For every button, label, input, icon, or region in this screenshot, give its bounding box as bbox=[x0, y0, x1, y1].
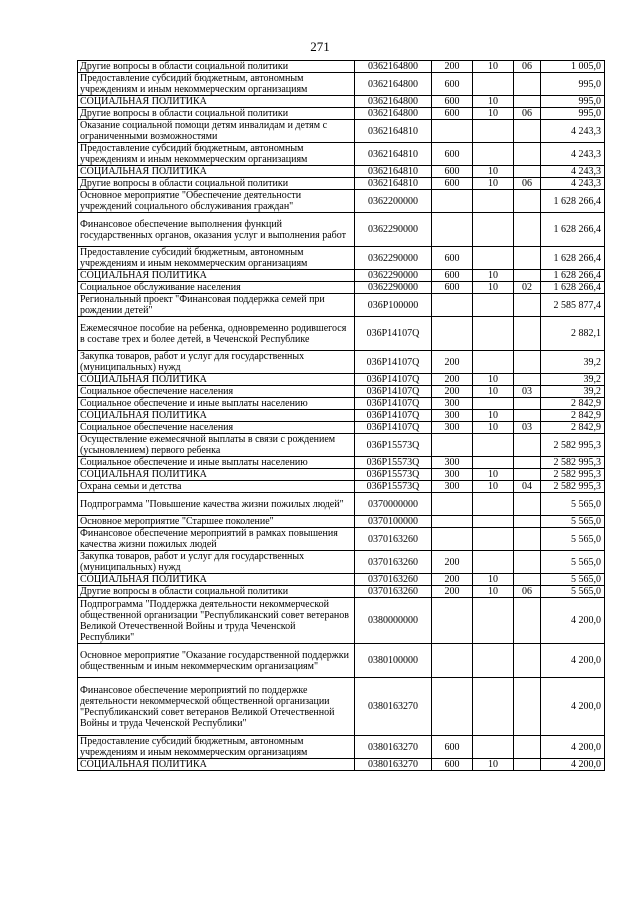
amount-cell: 995,0 bbox=[541, 96, 605, 108]
expense-type-cell bbox=[432, 516, 473, 528]
expense-type-cell bbox=[432, 528, 473, 551]
table-row bbox=[78, 598, 605, 644]
target-code-cell: 0380100000 bbox=[355, 644, 432, 678]
target-code-cell: 036P14107Q bbox=[355, 422, 432, 434]
target-code-cell: 0362164800 bbox=[355, 108, 432, 120]
target-code-cell: 0362290000 bbox=[355, 282, 432, 294]
target-code-cell: 0370163260 bbox=[355, 551, 432, 574]
subsection-cell bbox=[514, 294, 541, 317]
table-row bbox=[78, 270, 605, 282]
target-code-cell: 0362200000 bbox=[355, 190, 432, 213]
subsection-cell: 06 bbox=[514, 108, 541, 120]
section-cell bbox=[473, 516, 514, 528]
expense-type-cell bbox=[432, 434, 473, 457]
table-row bbox=[78, 528, 605, 551]
subsection-cell bbox=[514, 351, 541, 374]
amount-cell: 1 628 266,4 bbox=[541, 282, 605, 294]
expense-type-cell: 300 bbox=[432, 469, 473, 481]
subsection-cell bbox=[514, 120, 541, 143]
table-row bbox=[78, 410, 605, 422]
expense-type-cell: 600 bbox=[432, 73, 473, 96]
section-cell bbox=[473, 434, 514, 457]
amount-cell: 2 842,9 bbox=[541, 410, 605, 422]
amount-cell: 1 628 266,4 bbox=[541, 270, 605, 282]
item-name-cell: Социальное обеспечение и иные выплаты населению bbox=[78, 398, 355, 410]
amount-cell: 4 243,3 bbox=[541, 166, 605, 178]
section-cell: 10 bbox=[473, 270, 514, 282]
item-name-cell: Предоставление субсидий бюджетным, автономным учреждениям и иным некоммерческим организациям bbox=[78, 736, 355, 759]
item-name-cell: Закупка товаров, работ и услуг для государственных (муниципальных) нужд bbox=[78, 551, 355, 574]
item-name-cell: СОЦИАЛЬНАЯ ПОЛИТИКА bbox=[78, 469, 355, 481]
table-row bbox=[78, 96, 605, 108]
section-cell: 10 bbox=[473, 410, 514, 422]
subsection-cell bbox=[514, 598, 541, 644]
expense-type-cell bbox=[432, 598, 473, 644]
subsection-cell bbox=[514, 73, 541, 96]
section-cell: 10 bbox=[473, 374, 514, 386]
amount-cell: 5 565,0 bbox=[541, 586, 605, 598]
amount-cell: 39,2 bbox=[541, 374, 605, 386]
item-name-cell: Социальное обеспечение и иные выплаты населению bbox=[78, 457, 355, 469]
item-name-cell: Другие вопросы в области социальной политики bbox=[78, 108, 355, 120]
expense-type-cell bbox=[432, 190, 473, 213]
item-name-cell: Другие вопросы в области социальной политики bbox=[78, 178, 355, 190]
section-cell bbox=[473, 528, 514, 551]
subsection-cell bbox=[514, 574, 541, 586]
item-name-cell: Оказание социальной помощи детям инвалидам и детям с ограниченными возможностями bbox=[78, 120, 355, 143]
target-code-cell: 0362164810 bbox=[355, 143, 432, 166]
page-number: 271 bbox=[310, 39, 330, 54]
item-name-cell: Охрана семьи и детства bbox=[78, 481, 355, 493]
expense-type-cell: 200 bbox=[432, 351, 473, 374]
expense-type-cell bbox=[432, 120, 473, 143]
table-row bbox=[78, 434, 605, 457]
section-cell bbox=[473, 190, 514, 213]
target-code-cell: 0362290000 bbox=[355, 247, 432, 270]
item-name-cell: Подпрограмма "Поддержка деятельности некоммерческой общественной организации "Республиканский совет ветеранов Великой Отечественной Войны и труда Чеченской Республики" bbox=[78, 598, 355, 644]
target-code-cell: 036P15573Q bbox=[355, 457, 432, 469]
table-row bbox=[78, 678, 605, 736]
section-cell bbox=[473, 551, 514, 574]
item-name-cell: Социальное обслуживание населения bbox=[78, 282, 355, 294]
expense-type-cell: 200 bbox=[432, 386, 473, 398]
section-cell bbox=[473, 678, 514, 736]
section-cell bbox=[473, 457, 514, 469]
item-name-cell: СОЦИАЛЬНАЯ ПОЛИТИКА bbox=[78, 374, 355, 386]
expense-type-cell: 300 bbox=[432, 422, 473, 434]
subsection-cell: 03 bbox=[514, 422, 541, 434]
subsection-cell bbox=[514, 213, 541, 247]
subsection-cell bbox=[514, 410, 541, 422]
amount-cell: 1 628 266,4 bbox=[541, 213, 605, 247]
item-name-cell: Подпрограмма "Повышение качества жизни пожилых людей" bbox=[78, 493, 355, 516]
expense-type-cell: 600 bbox=[432, 736, 473, 759]
section-cell: 10 bbox=[473, 108, 514, 120]
section-cell bbox=[473, 493, 514, 516]
item-name-cell: Другие вопросы в области социальной политики bbox=[78, 61, 355, 73]
table-row bbox=[78, 294, 605, 317]
section-cell bbox=[473, 644, 514, 678]
subsection-cell bbox=[514, 247, 541, 270]
table-row bbox=[78, 351, 605, 374]
target-code-cell: 0362164800 bbox=[355, 61, 432, 73]
expense-type-cell: 600 bbox=[432, 96, 473, 108]
section-cell bbox=[473, 317, 514, 351]
amount-cell: 4 243,3 bbox=[541, 143, 605, 166]
table-row bbox=[78, 73, 605, 96]
expense-type-cell bbox=[432, 678, 473, 736]
amount-cell: 39,2 bbox=[541, 351, 605, 374]
subsection-cell bbox=[514, 434, 541, 457]
expense-type-cell bbox=[432, 294, 473, 317]
item-name-cell: Финансовое обеспечение выполнения функций государственных органов, оказания услуг и выполнения работ bbox=[78, 213, 355, 247]
amount-cell: 5 565,0 bbox=[541, 574, 605, 586]
target-code-cell: 0370163260 bbox=[355, 586, 432, 598]
subsection-cell bbox=[514, 551, 541, 574]
item-name-cell: Основное мероприятие "Оказание государственной поддержки общественным и иным некоммерческим организациям" bbox=[78, 644, 355, 678]
section-cell: 10 bbox=[473, 481, 514, 493]
item-name-cell: Социальное обеспечение населения bbox=[78, 422, 355, 434]
target-code-cell: 036P15573Q bbox=[355, 469, 432, 481]
section-cell: 10 bbox=[473, 282, 514, 294]
subsection-cell bbox=[514, 759, 541, 771]
amount-cell: 2 582 995,3 bbox=[541, 434, 605, 457]
target-code-cell: 0362164810 bbox=[355, 178, 432, 190]
item-name-cell: Предоставление субсидий бюджетным, автономным учреждениям и иным некоммерческим организациям bbox=[78, 143, 355, 166]
amount-cell: 4 243,3 bbox=[541, 178, 605, 190]
section-cell bbox=[473, 598, 514, 644]
item-name-cell: СОЦИАЛЬНАЯ ПОЛИТИКА bbox=[78, 96, 355, 108]
section-cell bbox=[473, 247, 514, 270]
expense-type-cell bbox=[432, 493, 473, 516]
subsection-cell bbox=[514, 493, 541, 516]
section-cell: 10 bbox=[473, 574, 514, 586]
expense-type-cell: 600 bbox=[432, 270, 473, 282]
subsection-cell bbox=[514, 96, 541, 108]
target-code-cell: 036P15573Q bbox=[355, 481, 432, 493]
amount-cell: 4 200,0 bbox=[541, 598, 605, 644]
section-cell bbox=[473, 120, 514, 143]
amount-cell: 2 882,1 bbox=[541, 317, 605, 351]
table-row bbox=[78, 759, 605, 771]
amount-cell: 4 200,0 bbox=[541, 644, 605, 678]
item-name-cell: СОЦИАЛЬНАЯ ПОЛИТИКА bbox=[78, 166, 355, 178]
target-code-cell: 036P14107Q bbox=[355, 398, 432, 410]
expense-type-cell: 200 bbox=[432, 586, 473, 598]
target-code-cell: 0370100000 bbox=[355, 516, 432, 528]
target-code-cell: 036P14107Q bbox=[355, 317, 432, 351]
subsection-cell bbox=[514, 644, 541, 678]
table-row bbox=[78, 586, 605, 598]
item-name-cell: СОЦИАЛЬНАЯ ПОЛИТИКА bbox=[78, 574, 355, 586]
table-row bbox=[78, 247, 605, 270]
amount-cell: 4 200,0 bbox=[541, 736, 605, 759]
item-name-cell: Другие вопросы в области социальной политики bbox=[78, 586, 355, 598]
table-row bbox=[78, 190, 605, 213]
table-row bbox=[78, 398, 605, 410]
amount-cell: 4 243,3 bbox=[541, 120, 605, 143]
subsection-cell: 02 bbox=[514, 282, 541, 294]
amount-cell: 1 628 266,4 bbox=[541, 247, 605, 270]
expense-type-cell: 600 bbox=[432, 178, 473, 190]
expense-type-cell bbox=[432, 644, 473, 678]
target-code-cell: 0362164800 bbox=[355, 96, 432, 108]
subsection-cell bbox=[514, 736, 541, 759]
table-row bbox=[78, 736, 605, 759]
table-row bbox=[78, 166, 605, 178]
amount-cell: 2 582 995,3 bbox=[541, 457, 605, 469]
target-code-cell: 0370163260 bbox=[355, 528, 432, 551]
section-cell bbox=[473, 294, 514, 317]
amount-cell: 4 200,0 bbox=[541, 678, 605, 736]
item-name-cell: Основное мероприятие "Обеспечение деятельности учреждений социального обслуживания граждан" bbox=[78, 190, 355, 213]
table-row bbox=[78, 551, 605, 574]
expense-type-cell: 200 bbox=[432, 551, 473, 574]
table-row bbox=[78, 574, 605, 586]
expense-type-cell: 300 bbox=[432, 457, 473, 469]
item-name-cell: Финансовое обеспечение мероприятий в рамках повышения качества жизни пожилых людей bbox=[78, 528, 355, 551]
amount-cell: 4 200,0 bbox=[541, 759, 605, 771]
item-name-cell: СОЦИАЛЬНАЯ ПОЛИТИКА bbox=[78, 759, 355, 771]
subsection-cell bbox=[514, 374, 541, 386]
target-code-cell: 0370000000 bbox=[355, 493, 432, 516]
table-row bbox=[78, 282, 605, 294]
expense-type-cell: 200 bbox=[432, 574, 473, 586]
subsection-cell bbox=[514, 166, 541, 178]
amount-cell: 995,0 bbox=[541, 73, 605, 96]
expense-type-cell: 200 bbox=[432, 374, 473, 386]
target-code-cell: 0362164800 bbox=[355, 73, 432, 96]
expense-type-cell: 600 bbox=[432, 166, 473, 178]
item-name-cell: Региональный проект "Финансовая поддержка семей при рождении детей" bbox=[78, 294, 355, 317]
amount-cell: 2 582 995,3 bbox=[541, 481, 605, 493]
expense-type-cell: 300 bbox=[432, 398, 473, 410]
expense-type-cell: 600 bbox=[432, 759, 473, 771]
table-row bbox=[78, 493, 605, 516]
expense-type-cell: 600 bbox=[432, 282, 473, 294]
target-code-cell: 0362290000 bbox=[355, 270, 432, 282]
amount-cell: 5 565,0 bbox=[541, 528, 605, 551]
section-cell bbox=[473, 213, 514, 247]
amount-cell: 39,2 bbox=[541, 386, 605, 398]
section-cell: 10 bbox=[473, 586, 514, 598]
target-code-cell: 036P14107Q bbox=[355, 410, 432, 422]
section-cell: 10 bbox=[473, 166, 514, 178]
target-code-cell: 0362290000 bbox=[355, 213, 432, 247]
expense-type-cell: 300 bbox=[432, 410, 473, 422]
target-code-cell: 036P14107Q bbox=[355, 374, 432, 386]
table-row bbox=[78, 374, 605, 386]
subsection-cell: 06 bbox=[514, 178, 541, 190]
subsection-cell: 04 bbox=[514, 481, 541, 493]
table-row bbox=[78, 481, 605, 493]
subsection-cell bbox=[514, 528, 541, 551]
subsection-cell: 03 bbox=[514, 386, 541, 398]
item-name-cell: Финансовое обеспечение мероприятий по поддержке деятельности некоммерческой общественной организации "Республиканский совет ветеранов Великой Отечественной Войны и труда Чеченской Республики" bbox=[78, 678, 355, 736]
subsection-cell bbox=[514, 469, 541, 481]
table-row bbox=[78, 644, 605, 678]
table-row bbox=[78, 178, 605, 190]
amount-cell: 995,0 bbox=[541, 108, 605, 120]
subsection-cell bbox=[514, 457, 541, 469]
section-cell: 10 bbox=[473, 96, 514, 108]
section-cell bbox=[473, 736, 514, 759]
amount-cell: 5 565,0 bbox=[541, 516, 605, 528]
target-code-cell: 0370163260 bbox=[355, 574, 432, 586]
section-cell bbox=[473, 398, 514, 410]
table-row bbox=[78, 386, 605, 398]
target-code-cell: 0362164810 bbox=[355, 120, 432, 143]
amount-cell: 1 628 266,4 bbox=[541, 190, 605, 213]
item-name-cell: Предоставление субсидий бюджетным, автономным учреждениям и иным некоммерческим организациям bbox=[78, 73, 355, 96]
item-name-cell: СОЦИАЛЬНАЯ ПОЛИТИКА bbox=[78, 410, 355, 422]
item-name-cell: СОЦИАЛЬНАЯ ПОЛИТИКА bbox=[78, 270, 355, 282]
subsection-cell: 06 bbox=[514, 61, 541, 73]
section-cell: 10 bbox=[473, 178, 514, 190]
target-code-cell: 0380163270 bbox=[355, 759, 432, 771]
amount-cell: 5 565,0 bbox=[541, 493, 605, 516]
target-code-cell: 036P100000 bbox=[355, 294, 432, 317]
item-name-cell: Социальное обеспечение населения bbox=[78, 386, 355, 398]
section-cell: 10 bbox=[473, 469, 514, 481]
amount-cell: 2 585 877,4 bbox=[541, 294, 605, 317]
amount-cell: 2 582 995,3 bbox=[541, 469, 605, 481]
table-row bbox=[78, 143, 605, 166]
table-row bbox=[78, 469, 605, 481]
table-row bbox=[78, 317, 605, 351]
table-row bbox=[78, 422, 605, 434]
section-cell bbox=[473, 73, 514, 96]
target-code-cell: 0362164810 bbox=[355, 166, 432, 178]
section-cell: 10 bbox=[473, 61, 514, 73]
expense-type-cell: 200 bbox=[432, 61, 473, 73]
item-name-cell: Предоставление субсидий бюджетным, автономным учреждениям и иным некоммерческим организациям bbox=[78, 247, 355, 270]
target-code-cell: 036P14107Q bbox=[355, 351, 432, 374]
target-code-cell: 036P15573Q bbox=[355, 434, 432, 457]
subsection-cell bbox=[514, 143, 541, 166]
table-row bbox=[78, 120, 605, 143]
amount-cell: 2 842,9 bbox=[541, 422, 605, 434]
section-cell: 10 bbox=[473, 759, 514, 771]
amount-cell: 1 005,0 bbox=[541, 61, 605, 73]
subsection-cell: 06 bbox=[514, 586, 541, 598]
expense-type-cell: 600 bbox=[432, 108, 473, 120]
section-cell: 10 bbox=[473, 422, 514, 434]
table-row bbox=[78, 213, 605, 247]
subsection-cell bbox=[514, 317, 541, 351]
subsection-cell bbox=[514, 678, 541, 736]
target-code-cell: 0380163270 bbox=[355, 736, 432, 759]
section-cell: 10 bbox=[473, 386, 514, 398]
expense-type-cell: 600 bbox=[432, 143, 473, 166]
table-row bbox=[78, 61, 605, 73]
item-name-cell: Ежемесячное пособие на ребенка, одновременно родившегося в составе трех и более детей, в Чеченской Республике bbox=[78, 317, 355, 351]
section-cell bbox=[473, 351, 514, 374]
target-code-cell: 0380000000 bbox=[355, 598, 432, 644]
expense-type-cell bbox=[432, 213, 473, 247]
expense-type-cell bbox=[432, 317, 473, 351]
table-row bbox=[78, 516, 605, 528]
budget-table bbox=[77, 60, 605, 771]
expense-type-cell: 300 bbox=[432, 481, 473, 493]
target-code-cell: 0380163270 bbox=[355, 678, 432, 736]
subsection-cell bbox=[514, 190, 541, 213]
item-name-cell: Основное мероприятие "Старшее поколение" bbox=[78, 516, 355, 528]
expense-type-cell: 600 bbox=[432, 247, 473, 270]
table-row bbox=[78, 108, 605, 120]
target-code-cell: 036P14107Q bbox=[355, 386, 432, 398]
amount-cell: 2 842,9 bbox=[541, 398, 605, 410]
amount-cell: 5 565,0 bbox=[541, 551, 605, 574]
table-row bbox=[78, 457, 605, 469]
item-name-cell: Осуществление ежемесячной выплаты в связи с рождением (усыновлением) первого ребенка bbox=[78, 434, 355, 457]
subsection-cell bbox=[514, 398, 541, 410]
item-name-cell: Закупка товаров, работ и услуг для государственных (муниципальных) нужд bbox=[78, 351, 355, 374]
subsection-cell bbox=[514, 270, 541, 282]
subsection-cell bbox=[514, 516, 541, 528]
section-cell bbox=[473, 143, 514, 166]
